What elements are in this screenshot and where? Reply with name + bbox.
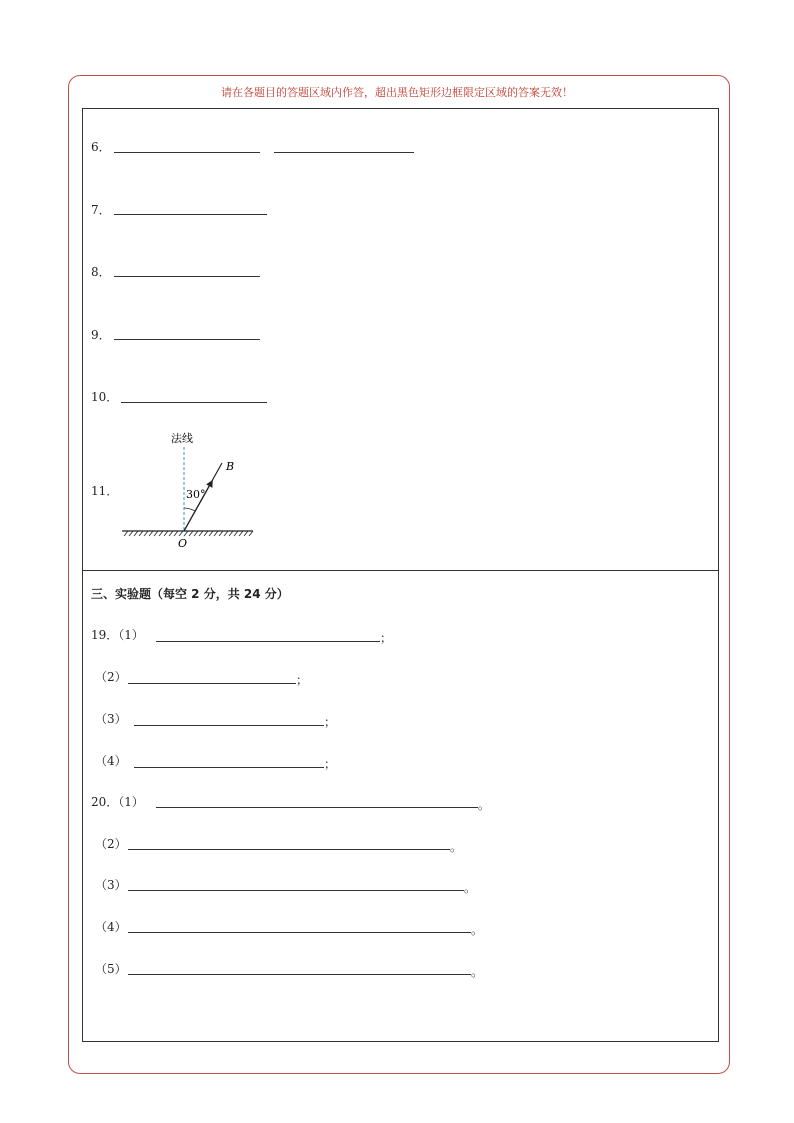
question-7-label: 7． <box>91 203 111 217</box>
q19-3-semicolon: ； <box>324 715 337 729</box>
reflection-diagram[interactable] <box>118 430 258 552</box>
question-20-part-3-label: （3） <box>95 878 127 892</box>
angle-arc <box>184 508 195 511</box>
question-11-label: 11． <box>91 484 119 498</box>
q20-4-period: 。 <box>471 923 484 937</box>
q8-blank[interactable] <box>114 276 260 277</box>
q19-4-semicolon: ； <box>324 757 337 771</box>
q20-1-period: 。 <box>478 798 491 812</box>
question-19-part-1-label: 19．（1） <box>91 628 144 642</box>
q6-blank-2[interactable] <box>274 152 414 153</box>
point-o-label: O <box>178 537 188 550</box>
q19-2-semicolon: ； <box>296 673 309 687</box>
question-10-label: 10． <box>91 390 119 404</box>
question-9-label: 9． <box>91 328 111 342</box>
normal-line-label: 法线 <box>171 432 193 445</box>
question-19-part-3-label: （3） <box>95 712 127 726</box>
answer-area-notice: 请在各题目的答题区域内作答，超出黑色矩形边框限定区域的答案无效！ <box>221 86 573 99</box>
angle-label: 30° <box>186 488 206 501</box>
q19-2-blank[interactable] <box>128 683 296 684</box>
q20-1-blank[interactable] <box>156 807 478 808</box>
section-3-heading: 三、实验题（每空 2 分，共 24 分） <box>91 587 289 601</box>
question-20-part-4-label: （4） <box>95 920 127 934</box>
q7-blank[interactable] <box>114 214 267 215</box>
q20-5-blank[interactable] <box>128 974 471 975</box>
question-20-part-1-label: 20．（1） <box>91 795 144 809</box>
question-20-part-2-label: （2） <box>95 837 127 851</box>
q20-3-period: 。 <box>464 881 477 895</box>
question-8-label: 8． <box>91 265 111 279</box>
q20-4-blank[interactable] <box>128 932 471 933</box>
q6-blank-1[interactable] <box>114 152 260 153</box>
q19-4-blank[interactable] <box>134 767 324 768</box>
question-6-label: 6． <box>91 140 111 154</box>
q10-blank[interactable] <box>121 402 267 403</box>
q20-2-period: 。 <box>450 840 463 854</box>
question-19-part-4-label: （4） <box>95 754 127 768</box>
q19-1-semicolon: ； <box>380 631 393 645</box>
q20-2-blank[interactable] <box>128 849 450 850</box>
mirror-hatching <box>124 531 253 536</box>
q20-5-period: 。 <box>471 965 484 979</box>
q20-3-blank[interactable] <box>128 890 464 891</box>
q19-1-blank[interactable] <box>156 641 380 642</box>
q9-blank[interactable] <box>114 339 260 340</box>
point-b-label: B <box>226 460 235 473</box>
question-19-part-2-label: （2） <box>95 670 127 684</box>
question-20-part-5-label: （5） <box>95 962 127 976</box>
q19-3-blank[interactable] <box>134 725 324 726</box>
